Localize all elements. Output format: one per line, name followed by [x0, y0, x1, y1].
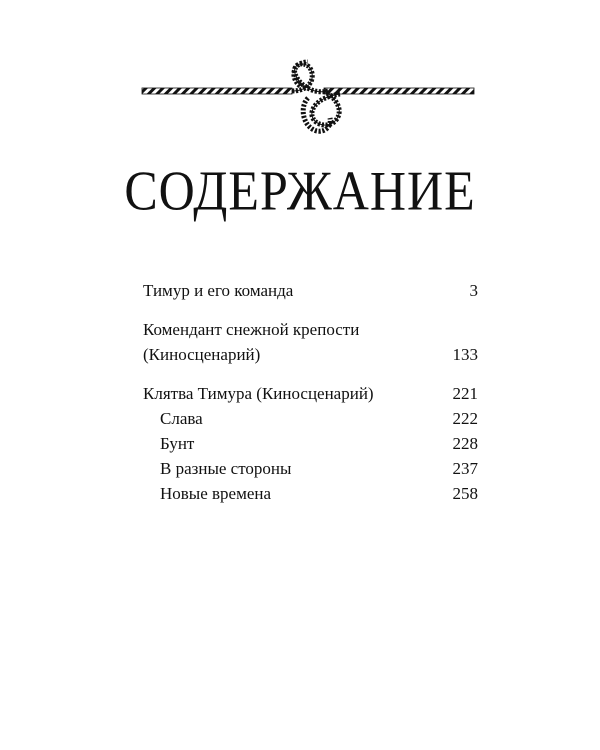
- toc-entry-title: Комендант снежной крепости: [143, 320, 360, 339]
- toc-entry-page: 133: [452, 345, 478, 364]
- toc-entry-title-continued: (Киносценарий): [143, 345, 261, 364]
- page-title: СОДЕРЖАНИЕ: [124, 159, 476, 222]
- rope-ornament-icon: [140, 58, 476, 138]
- toc-subentry: [143, 431, 478, 456]
- toc-subentry-title: Слава: [160, 409, 203, 428]
- toc-entry-page: 3: [469, 281, 478, 300]
- toc-entry: [143, 381, 478, 406]
- toc-subentry-page: 258: [452, 484, 478, 503]
- toc-subentry-title: Бунт: [160, 434, 195, 453]
- toc-subentry-page: 237: [452, 459, 478, 478]
- toc-subentry-page: 228: [452, 434, 478, 453]
- toc-subentry-title: Новые времена: [160, 484, 272, 503]
- toc-entry: [143, 278, 478, 303]
- toc-subentry-page: 222: [452, 409, 478, 428]
- toc-subentry: [143, 406, 478, 431]
- toc-entry: [143, 342, 478, 367]
- toc-entry-title: Тимур и его команда: [143, 281, 294, 300]
- table-of-contents: [143, 278, 478, 506]
- toc-entry-page: 221: [452, 384, 478, 403]
- toc-entry: [143, 317, 478, 342]
- toc-subentry: [143, 456, 478, 481]
- toc-subentry: [143, 481, 478, 506]
- toc-entry-title: Клятва Тимура (Киносценарий): [143, 384, 374, 403]
- toc-subentry-title: В разные стороны: [160, 459, 292, 478]
